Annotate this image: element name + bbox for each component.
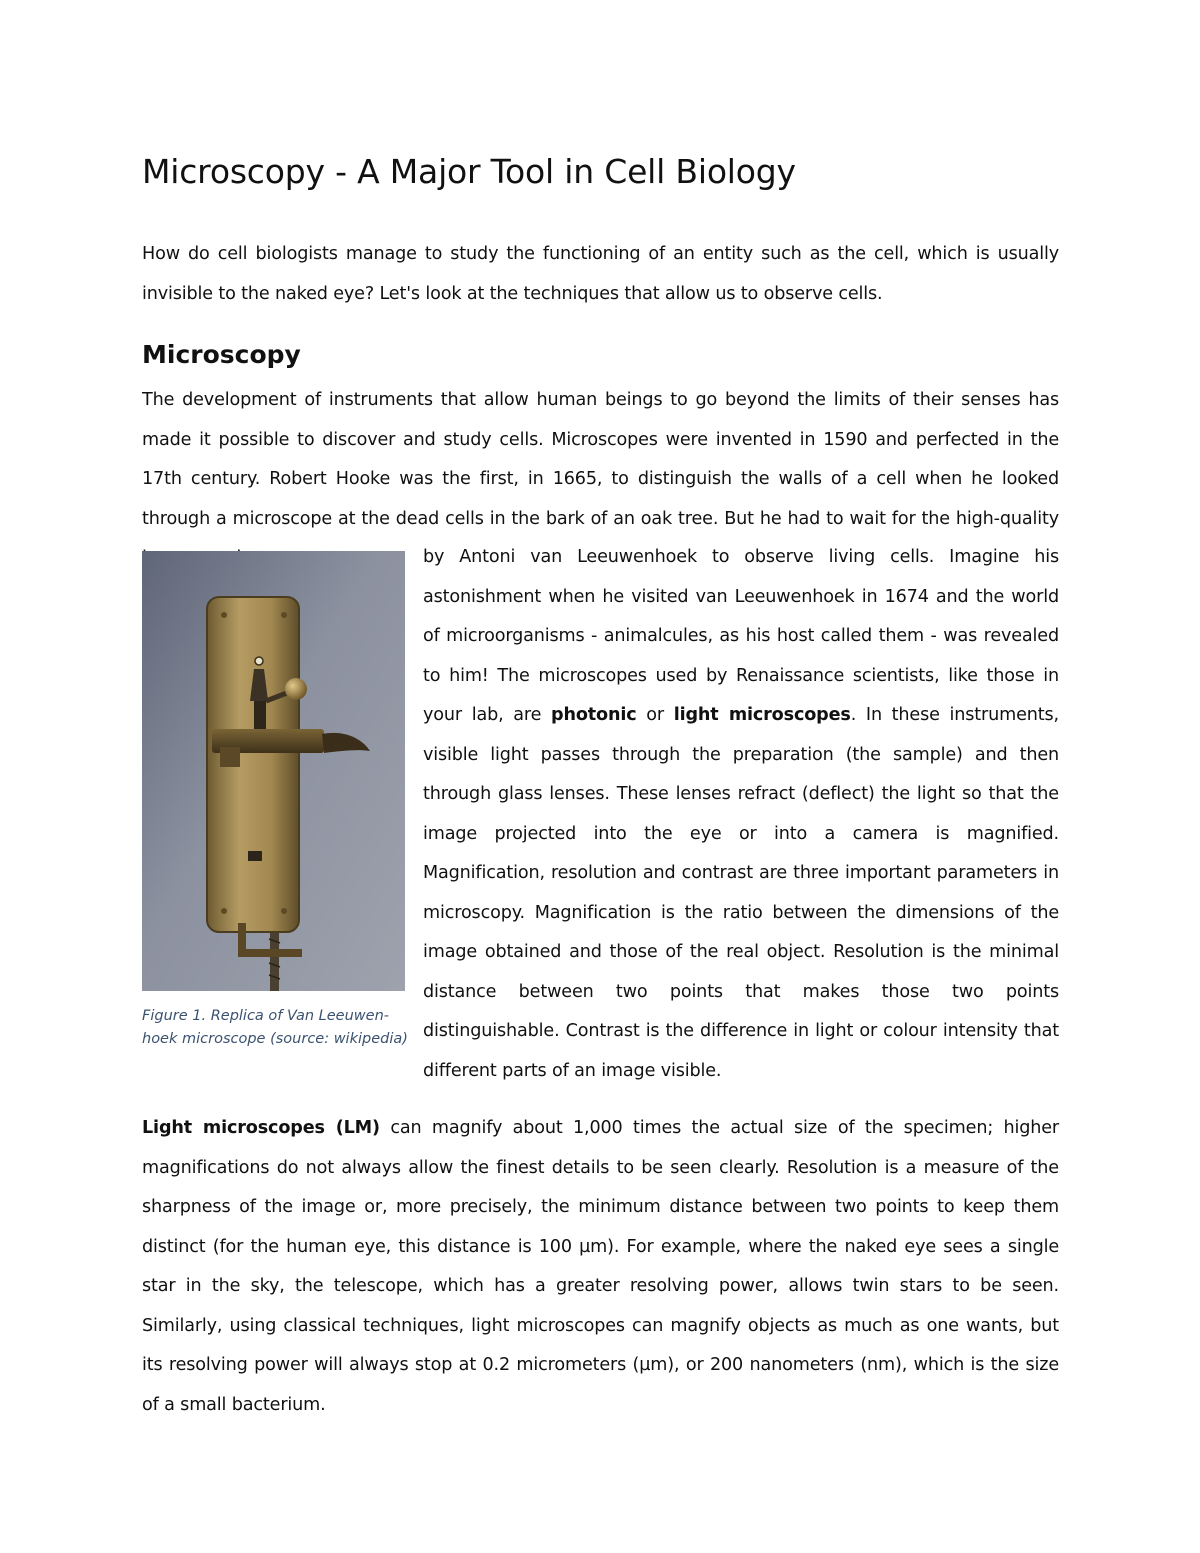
focus-knob xyxy=(285,678,307,700)
intro-paragraph: How do cell biologists manage to study the functioning of an entity such as the cell, which is usually invisible to the naked eye? Let's look at the techniques that allow us to observe cells. xyxy=(142,244,1059,304)
term-photonic: photonic xyxy=(551,705,637,725)
clamp-foot xyxy=(220,747,240,767)
section-heading: Microscopy xyxy=(142,340,301,369)
lower-screw xyxy=(248,851,262,861)
lens xyxy=(255,657,263,665)
figure-caption: Figure 1. Replica of Van Leeuwen-hoek microscope (source: wikipedia) xyxy=(142,1008,408,1047)
paragraph-text-a: by Antoni van Leeuwenhoek to observe living cells. Imagine his astonishment when he visited van Leeuwenhoek in 1674 and the world of microorganisms - animalcules, as his host called them - was revealed to him! The microscopes used by Renaissance scientists, like those in your lab, are xyxy=(423,547,1059,725)
term-light-microscopes: light microscopes xyxy=(673,705,851,725)
rivet-top-left xyxy=(221,612,227,618)
specimen-stage xyxy=(254,701,266,733)
paragraph-text-or: or xyxy=(636,705,674,725)
page-title: Microscopy - A Major Tool in Cell Biology xyxy=(142,152,796,191)
rivet-bottom-right xyxy=(281,908,287,914)
term-light-microscopes-lm: Light microscopes (LM) xyxy=(142,1118,380,1138)
microscope-illustration xyxy=(142,551,405,991)
paragraph-microscopy-history: The development of instruments that allow human beings to go beyond the limits of their senses has made it possible to discover and study cells. Microscopes were invented in 1590 and perfected in the 17th century. Robert Hooke was the first, in 1665, to distinguish the walls of a cell when he looked through a microscope at the dead cells in the bark of an oak tree. But he had to wait for the high-quality xyxy=(142,390,1059,529)
paragraph-text-lm: can magnify about 1,000 times the actual size of the specimen; higher magnifications do not always allow the finest details to be seen clearly. Resolution is a measure of the sharpness of the image or, more precisely, the minimum distance between two points to keep them distinct (for the human eye, this distance is 100 µm). For example, where the naked eye sees a single star in the sky, the telescope, which has a greater resolving power, allows twin stars to be seen. Similarly, using classical techniques, light microscopes can magnify objects as much as one wants, but its resolving power will always stop at 0.2 micrometers (µm), or 200 nanometers (nm), which is the size of a small bacterium. xyxy=(142,1118,1059,1415)
rivet-top-right xyxy=(281,612,287,618)
paragraph-light-microscopes xyxy=(142,1109,1059,1425)
microscope-figure xyxy=(142,551,405,991)
paragraph-microscopy-continued xyxy=(423,538,1059,1091)
rivet-bottom-left xyxy=(221,908,227,914)
paragraph-text-b: . In these instruments, visible light passes through the preparation (the sample) and then through glass lenses. These lenses refract (deflect) the light so that the image projected into the eye or into a camera is magnified. Magnification, resolution and contrast are three important parameters in microscopy. Magnification is the ratio between the dimensions of the image obtained and those of the real object. Resolution is the minimal distance between two points that makes those two points distinguishable. Contrast is the difference in light or colour intensity that different parts of an image visible. xyxy=(423,705,1059,1081)
